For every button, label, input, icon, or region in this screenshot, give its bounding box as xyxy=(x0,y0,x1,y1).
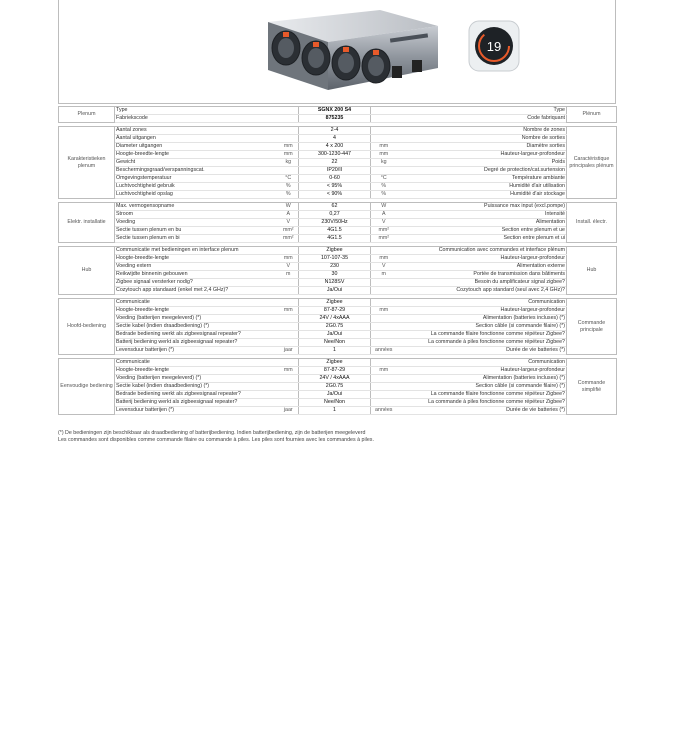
spec-label-fr: Section entre plenum et ui xyxy=(397,235,567,243)
group-label-nl: Elektr. installatie xyxy=(59,203,115,243)
spec-value: N128SV xyxy=(299,279,371,287)
spec-value: 2-4 xyxy=(299,127,371,135)
spec-label-fr: La commande filaire fonctionne comme répéteur Zigbee? xyxy=(397,331,567,339)
footnote-fr: Les commandes sont disponibles comme commande filaire ou commande à piles. Les piles sont fournies avec les commandes à piles. xyxy=(58,437,374,443)
spec-row xyxy=(59,183,617,191)
spec-label-fr: Section câble (si commande filaire) (*) xyxy=(397,323,567,331)
group-label-fr: Commande principale xyxy=(567,299,617,355)
spec-unit-nl: mm² xyxy=(279,235,299,243)
spec-unit-nl xyxy=(279,167,299,175)
spec-row xyxy=(59,359,617,367)
spec-row xyxy=(59,323,617,331)
spec-unit-nl: m xyxy=(279,271,299,279)
footnotes xyxy=(58,430,618,444)
spec-label-fr: Communication avec commandes et interface plénum xyxy=(397,247,567,255)
spec-label-fr: Poids xyxy=(397,159,567,167)
spec-row xyxy=(59,339,617,347)
spec-value: 1 xyxy=(299,347,371,355)
spec-row xyxy=(59,263,617,271)
group-label-nl: Hub xyxy=(59,247,115,295)
spec-label-fr: Besoin du amplificateur signal zigbee? xyxy=(397,279,567,287)
spec-label-nl: Luchtvochtigheid opslag xyxy=(115,191,279,199)
spec-unit-nl xyxy=(279,399,299,407)
spec-label-fr: Hauteur-largeur-profondeur xyxy=(397,151,567,159)
spec-label-nl: Cozytouch app standaard (enkel met 2,4 GHz)? xyxy=(115,287,279,295)
spec-unit-nl xyxy=(279,375,299,383)
spec-label-fr: Humidité d'air stockage xyxy=(397,191,567,199)
spec-label-nl: Voeding (batterijen meegeleverd) (*) xyxy=(115,375,279,383)
spec-unit-nl xyxy=(279,359,299,367)
spec-label-fr: Nombre de zones xyxy=(397,127,567,135)
spec-unit-nl: mm xyxy=(279,307,299,315)
spec-label-nl: Type xyxy=(115,107,279,115)
spec-label-fr: La commande filaire fonctionne comme répéteur Zigbee? xyxy=(397,391,567,399)
spec-label-nl: Fabriekscode xyxy=(115,115,279,123)
spec-label-fr: Nombre de sorties xyxy=(397,135,567,143)
spec-row xyxy=(59,203,617,211)
spec-row xyxy=(59,107,617,115)
spec-label-nl: Batterij bediening werkt als zigbeesignaal repeater? xyxy=(115,339,279,347)
group-label-fr: Plénum xyxy=(567,107,617,123)
spec-row xyxy=(59,331,617,339)
spec-value: Ja/Oui xyxy=(299,287,371,295)
spec-unit-nl xyxy=(279,107,299,115)
spec-row xyxy=(59,127,617,135)
spec-label-nl: Hoogte-breedte-lengte xyxy=(115,367,279,375)
spec-unit-nl: V xyxy=(279,263,299,271)
spec-row xyxy=(59,315,617,323)
spec-value: Zigbee xyxy=(299,359,371,367)
spec-row xyxy=(59,307,617,315)
spec-row xyxy=(59,159,617,167)
spec-value: < 90% xyxy=(299,191,371,199)
spec-unit-nl: W xyxy=(279,203,299,211)
spec-label-fr: Communication xyxy=(397,359,567,367)
spec-value: 4 x 200 xyxy=(299,143,371,151)
spec-unit-nl: jaar xyxy=(279,347,299,355)
spec-label-fr: Degré de protection/cat.surtension xyxy=(397,167,567,175)
spec-unit-fr: A xyxy=(371,211,397,219)
spec-row xyxy=(59,235,617,243)
spec-label-nl: Communicatie xyxy=(115,359,279,367)
spec-label-fr: La commande à piles fonctionne comme répéteur Zigbee? xyxy=(397,399,567,407)
spec-label-nl: Max. vermogensopname xyxy=(115,203,279,211)
spec-unit-fr: mm² xyxy=(371,227,397,235)
spec-row xyxy=(59,219,617,227)
spec-unit-nl xyxy=(279,299,299,307)
spec-value: 2G0.75 xyxy=(299,323,371,331)
spec-label-nl: Voeding xyxy=(115,219,279,227)
spec-unit-fr xyxy=(371,315,397,323)
spec-unit-nl xyxy=(279,339,299,347)
spec-unit-fr xyxy=(371,399,397,407)
group-label-nl: Eenvoudige bediening xyxy=(59,359,115,415)
spec-unit-nl: mm xyxy=(279,143,299,151)
spec-value: 24V / 4xAAA xyxy=(299,315,371,323)
spec-unit-fr: V xyxy=(371,263,397,271)
spec-unit-fr xyxy=(371,299,397,307)
spec-unit-nl xyxy=(279,315,299,323)
spec-row xyxy=(59,279,617,287)
spec-unit-fr: mm² xyxy=(371,235,397,243)
thermostat-display: 19 xyxy=(486,39,502,54)
spec-row xyxy=(59,347,617,355)
spec-unit-fr: années xyxy=(371,347,397,355)
spec-value: 24V / 4xAAA xyxy=(299,375,371,383)
spec-label-nl: Sectie tussen plenum en bi xyxy=(115,235,279,243)
spec-unit-nl xyxy=(279,391,299,399)
spec-row xyxy=(59,247,617,255)
spec-unit-nl: jaar xyxy=(279,407,299,415)
spec-row xyxy=(59,227,617,235)
spec-row xyxy=(59,391,617,399)
spec-unit-fr xyxy=(371,115,397,123)
spec-label-nl: Stroom xyxy=(115,211,279,219)
spec-unit-nl: mm xyxy=(279,151,299,159)
spec-unit-fr xyxy=(371,359,397,367)
spec-unit-nl: mm² xyxy=(279,227,299,235)
spec-unit-fr: V xyxy=(371,219,397,227)
spec-row xyxy=(59,399,617,407)
spec-unit-fr xyxy=(371,331,397,339)
spec-label-fr: Type xyxy=(397,107,567,115)
spec-label-nl: Hoogte-breedte-lengte xyxy=(115,255,279,263)
spec-label-fr: Température ambiante xyxy=(397,175,567,183)
spec-label-nl: Aantal zones xyxy=(115,127,279,135)
spec-label-fr: Alimentation xyxy=(397,219,567,227)
spec-row xyxy=(59,191,617,199)
spec-value: Zigbee xyxy=(299,247,371,255)
spec-value: Ja/Oui xyxy=(299,331,371,339)
spec-unit-fr xyxy=(371,287,397,295)
spec-unit-fr: kg xyxy=(371,159,397,167)
group-label-fr: Hub xyxy=(567,247,617,295)
spec-value: 0,27 xyxy=(299,211,371,219)
spec-row xyxy=(59,407,617,415)
spec-value: 230V/50Hz xyxy=(299,219,371,227)
spec-row xyxy=(59,211,617,219)
spec-value: 22 xyxy=(299,159,371,167)
spec-label-nl: Communicatie xyxy=(115,299,279,307)
spec-row xyxy=(59,287,617,295)
spec-value: Nee/Non xyxy=(299,399,371,407)
spec-row xyxy=(59,167,617,175)
spec-unit-nl xyxy=(279,331,299,339)
spec-label-fr: La commande à piles fonctionne comme répéteur Zigbee? xyxy=(397,339,567,347)
spec-label-nl: Omgevingstemperatuur xyxy=(115,175,279,183)
spec-label-fr: Communication xyxy=(397,299,567,307)
spec-value: Nee/Non xyxy=(299,339,371,347)
spec-unit-nl: % xyxy=(279,183,299,191)
spec-unit-nl xyxy=(279,247,299,255)
spec-value: 1 xyxy=(299,407,371,415)
spec-row xyxy=(59,135,617,143)
spec-value: IP20/II xyxy=(299,167,371,175)
spec-unit-fr: °C xyxy=(371,175,397,183)
spec-label-nl: Communicatie met bedieningen en interface plenum xyxy=(115,247,279,255)
group-label-fr: Caractéristique principales plénum xyxy=(567,127,617,199)
spec-unit-nl: mm xyxy=(279,255,299,263)
spec-label-nl: Zigbee signaal versterker nodig? xyxy=(115,279,279,287)
spec-value: 4G1.5 xyxy=(299,227,371,235)
spec-label-fr: Alimentation (batteries incluses) (*) xyxy=(397,315,567,323)
spec-label-nl: Luchtvochtigheid gebruik xyxy=(115,183,279,191)
spec-label-nl: Gewicht xyxy=(115,159,279,167)
spec-value: 62 xyxy=(299,203,371,211)
spec-label-nl: Voeding (batterijen meegeleverd) (*) xyxy=(115,315,279,323)
spec-unit-nl: A xyxy=(279,211,299,219)
spec-row xyxy=(59,383,617,391)
spec-label-fr: Durée de vie batteries (*) xyxy=(397,407,567,415)
spec-row xyxy=(59,367,617,375)
spec-label-fr: Intensité xyxy=(397,211,567,219)
group-label-nl: Plenum xyxy=(59,107,115,123)
footnote-nl: (*) De bedieningen zijn beschikbaar als draadbediening of batterijbediening. Indien batterijbediening, zijn de batterijen meegeleverd xyxy=(58,430,366,436)
spec-row xyxy=(59,175,617,183)
spec-unit-fr: % xyxy=(371,183,397,191)
spec-label-nl: Sectie kabel (indien draadbediening) (*) xyxy=(115,383,279,391)
spec-label-nl: Reikwijdte binnenin gebouwen xyxy=(115,271,279,279)
spec-value: < 95% xyxy=(299,183,371,191)
spec-label-fr: Section câble (si commande filaire) (*) xyxy=(397,383,567,391)
spec-unit-fr xyxy=(371,323,397,331)
thermostat-image xyxy=(468,20,520,72)
spec-label-fr: Diamètre sorties xyxy=(397,143,567,151)
spec-value: 4G1.5 xyxy=(299,235,371,243)
spec-label-fr: Cozytouch app standard (seul avec 2,4 GHz)? xyxy=(397,287,567,295)
spec-unit-nl xyxy=(279,135,299,143)
spec-unit-nl xyxy=(279,323,299,331)
spec-unit-fr xyxy=(371,339,397,347)
spec-label-fr: Humidité d'air utilisation xyxy=(397,183,567,191)
spec-label-nl: Hoogte-breedte-lengte xyxy=(115,307,279,315)
spec-row xyxy=(59,299,617,307)
spec-value: 875235 xyxy=(299,115,371,123)
spec-unit-nl: kg xyxy=(279,159,299,167)
spec-unit-nl xyxy=(279,279,299,287)
spec-unit-fr xyxy=(371,135,397,143)
spec-label-fr: Alimentation (batteries incluses) (*) xyxy=(397,375,567,383)
spec-unit-nl: V xyxy=(279,219,299,227)
spec-value: SGNX 200 S4 xyxy=(299,107,371,115)
spec-unit-nl: mm xyxy=(279,367,299,375)
spec-label-nl: Voeding extern xyxy=(115,263,279,271)
spec-unit-fr: W xyxy=(371,203,397,211)
spec-label-nl: Sectie tussen plenum en bu xyxy=(115,227,279,235)
spec-row xyxy=(59,271,617,279)
spec-label-fr: Hauteur-largeur-profondeur xyxy=(397,307,567,315)
spec-value: 30 xyxy=(299,271,371,279)
spec-row xyxy=(59,151,617,159)
group-label-fr: Install. électr. xyxy=(567,203,617,243)
spec-label-nl: Batterij bediening werkt als zigbeesignaal repeater? xyxy=(115,399,279,407)
spec-unit-nl xyxy=(279,115,299,123)
spec-unit-fr xyxy=(371,279,397,287)
group-label-nl: Karakteristieken plenum xyxy=(59,127,115,199)
spec-label-fr: Portée de transmission dans bâtiments xyxy=(397,271,567,279)
spec-value: 87-87-29 xyxy=(299,367,371,375)
spec-value: 107-107-35 xyxy=(299,255,371,263)
spec-unit-nl: % xyxy=(279,191,299,199)
spec-label-fr: Alimentation externe xyxy=(397,263,567,271)
spec-row xyxy=(59,375,617,383)
spec-unit-fr: mm xyxy=(371,255,397,263)
spec-unit-fr xyxy=(371,127,397,135)
group-label-fr: Commande simplifié xyxy=(567,359,617,415)
spec-value: 2G0.75 xyxy=(299,383,371,391)
spec-unit-fr xyxy=(371,375,397,383)
spec-unit-fr: mm xyxy=(371,143,397,151)
spec-label-fr: Hauteur-largeur-profondeur xyxy=(397,367,567,375)
spec-label-nl: Aantal uitgangen xyxy=(115,135,279,143)
spec-label-nl: Levensduur batterijen (*) xyxy=(115,407,279,415)
spec-value: 0-60 xyxy=(299,175,371,183)
spec-unit-fr xyxy=(371,391,397,399)
spec-label-nl: Hoogte-breedte-lengte xyxy=(115,151,279,159)
spec-unit-fr xyxy=(371,167,397,175)
spec-label-nl: Bedrade bediening werkt als zigbeesignaal repeater? xyxy=(115,331,279,339)
group-label-nl: Hoofd-bediening xyxy=(59,299,115,355)
spec-unit-fr xyxy=(371,383,397,391)
spec-label-nl: Sectie kabel (indien draadbediening) (*) xyxy=(115,323,279,331)
spec-row xyxy=(59,143,617,151)
spec-unit-fr: m xyxy=(371,271,397,279)
spec-unit-fr xyxy=(371,107,397,115)
spec-value: 4 xyxy=(299,135,371,143)
spec-value: 300-1230-447 xyxy=(299,151,371,159)
spec-label-fr: Durée de vie batteries (*) xyxy=(397,347,567,355)
spec-unit-fr: % xyxy=(371,191,397,199)
spec-unit-nl xyxy=(279,287,299,295)
spec-label-nl: Beschermingsgraad/verspanningscat. xyxy=(115,167,279,175)
spec-label-nl: Diameter uitgangen xyxy=(115,143,279,151)
spec-unit-nl: °C xyxy=(279,175,299,183)
spec-label-nl: Bedrade bediening werkt als zigbeesignaal repeater? xyxy=(115,391,279,399)
spec-unit-fr xyxy=(371,247,397,255)
spec-label-fr: Section entre plenum et ue xyxy=(397,227,567,235)
spec-value: Ja/Oui xyxy=(299,391,371,399)
spec-unit-fr: mm xyxy=(371,367,397,375)
spec-value: 87-87-29 xyxy=(299,307,371,315)
spec-label-fr: Hauteur-largeur-profondeur xyxy=(397,255,567,263)
spec-unit-nl xyxy=(279,383,299,391)
spec-unit-fr: mm xyxy=(371,151,397,159)
spec-label-nl: Levensduur batterijen (*) xyxy=(115,347,279,355)
spec-value: Zigbee xyxy=(299,299,371,307)
spec-table xyxy=(58,106,617,415)
spec-label-fr: Code fabriquant xyxy=(397,115,567,123)
plenum-unit-image xyxy=(262,8,440,100)
spec-unit-fr: années xyxy=(371,407,397,415)
spec-label-fr: Puissance max input (excl.pompe) xyxy=(397,203,567,211)
spec-row xyxy=(59,115,617,123)
spec-unit-nl xyxy=(279,127,299,135)
spec-value: 230 xyxy=(299,263,371,271)
spec-row xyxy=(59,255,617,263)
spec-unit-fr: mm xyxy=(371,307,397,315)
